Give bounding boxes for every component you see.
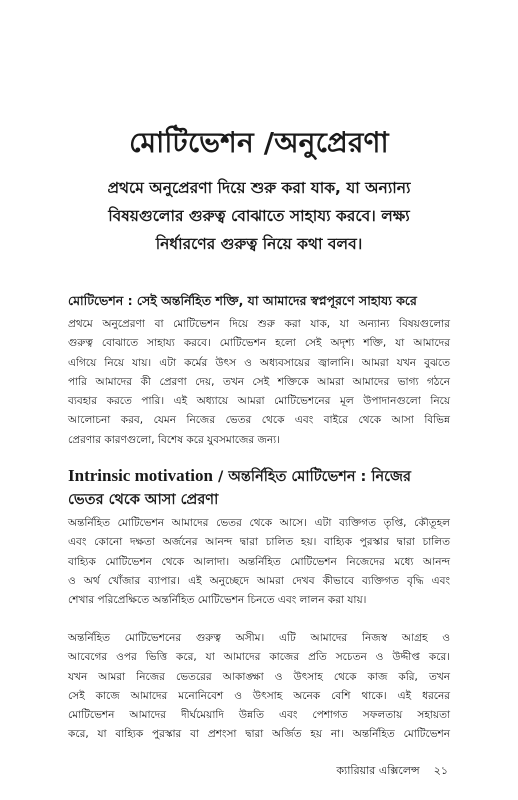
paragraph-line: প্রেরণার কারণগুলো, বিশেষ করে যুবসমাজের জন্য। xyxy=(68,433,280,446)
section-paragraph xyxy=(68,315,450,450)
page-footer xyxy=(336,764,448,778)
paragraph-line: ও অর্থ খোঁজার ব্যাপার। এই অনুচ্ছেদে আমরা দেখব কীভাবে ব্যক্তিগত বৃদ্ধি এবং xyxy=(68,574,450,587)
paragraph-line: সেই কাজে আমাদের মনোনিবেশ ও উৎসাহ অনেক বেশি থাকে। এই ধরনের xyxy=(68,689,450,702)
paragraph-line: পারি আমাদের কী প্রেরণা দেয়, তখন সেই শক্তিকে আমরা আমাদের ভাগ্য গঠনে xyxy=(68,375,450,388)
paragraph-line: আবেগের ওপর ভিত্তি করে, যা আমাদের কাজের প্রতি সচেতন ও উদ্দীপ্ত করে। xyxy=(68,651,450,664)
paragraph-line: গুরুত্ব বোঝাতে সাহায্য করবে। মোটিভেশন হলো সেই অদৃশ্য শক্তি, যা আমাদের xyxy=(68,337,450,350)
paragraph-line: এগিয়ে নিয়ে যায়। এটা কর্মের উৎস ও অধ্যবসায়ের জ্বালানি। আমরা যখন বুঝতে xyxy=(68,356,450,369)
paragraph-line: অন্তর্নিহিত মোটিভেশনের গুরুত্ব অসীম। এটি আমাদের নিজস্ব আগ্রহ ও xyxy=(68,632,450,644)
chapter-intro xyxy=(68,174,450,258)
paragraph-line: প্রথমে অনুপ্রেরণা বা মোটিভেশন দিয়ে শুরু করা যাক, যা অন্যান্য বিষয়গুলোর xyxy=(68,318,450,330)
paragraph-line: অন্তর্নিহিত মোটিভেশন আমাদের ভেতর থেকে আসে। এটা ব্যক্তিগত তৃপ্তি, কৌতূহল xyxy=(68,517,450,529)
page-number: ২১ xyxy=(433,764,448,777)
heading-bangla-part: / অন্তর্নিহিত মোটিভেশন : নিজের ভেতর থেকে আসা প্রেরণা xyxy=(68,469,411,508)
paragraph-line: শেখার পরিপ্রেক্ষিতে অন্তর্নিহিত মোটিভেশন চিনতে এবং লালন করা যায়। xyxy=(68,594,367,607)
intro-line: বিষয়গুলোর গুরুত্ব বোঝাতে সাহায্য করবে। লক্ষ্য xyxy=(108,207,410,225)
paragraph-line: যখন আমরা নিজের ভেতরের আকাঙ্ক্ষা ও উৎসাহ থেকে কাজ করি, তখন xyxy=(68,670,450,683)
intro-line: নির্ধারণের গুরুত্ব নিয়ে কথা বলব। xyxy=(155,235,363,253)
heading-latin-part: Intrinsic motivation xyxy=(68,466,213,485)
running-title: ক্যারিয়ার এক্সিলেন্স xyxy=(336,764,420,777)
section-paragraph xyxy=(68,629,450,745)
book-page xyxy=(68,0,450,800)
paragraph-line: ব্যবহার করতে পারি। এই অধ্যায়ে আমরা মোটিভেশনের মূল উপাদানগুলো নিয়ে xyxy=(68,395,450,408)
section-heading-intrinsic xyxy=(68,464,450,512)
paragraph-line: করে, যা বাহ্যিক পুরস্কার বা প্রশংসা দ্বারা অর্জিত হয় না। অন্তর্নিহিত মোটিভেশন xyxy=(68,728,450,741)
paragraph-line: মোটিভেশন আমাদের দীর্ঘমেয়াদি উন্নতি এবং পেশাগত সফলতায় সহায়তা xyxy=(68,709,450,722)
paragraph-line: আলোচনা করব, যেমন নিজের ভেতর থেকে এবং বাইরে থেকে আসা বিভিন্ন xyxy=(68,414,450,427)
paragraph-line: বাহ্যিক মোটিভেশন থেকে আলাদা। অন্তর্নিহিত মোটিভেশন নিজেদের মধ্যে আনন্দ xyxy=(68,555,450,568)
chapter-title: মোটিভেশন /অনুপ্রেরণা xyxy=(129,126,389,159)
intro-line: প্রথমে অনুপ্রেরণা দিয়ে শুরু করা যাক, যা অন্যান্য xyxy=(107,179,411,197)
section-heading-motivation: মোটিভেশন : সেই অন্তর্নিহিত শক্তি, যা আমাদের স্বপ্নপূরণে সাহায্য করে xyxy=(68,293,417,308)
paragraph-line: এবং কোনো দক্ষতা অর্জনের আনন্দ দ্বারা চালিত হয়। বাহ্যিক পুরস্কার দ্বারা চালিত xyxy=(68,536,450,549)
section-paragraph xyxy=(68,514,450,610)
